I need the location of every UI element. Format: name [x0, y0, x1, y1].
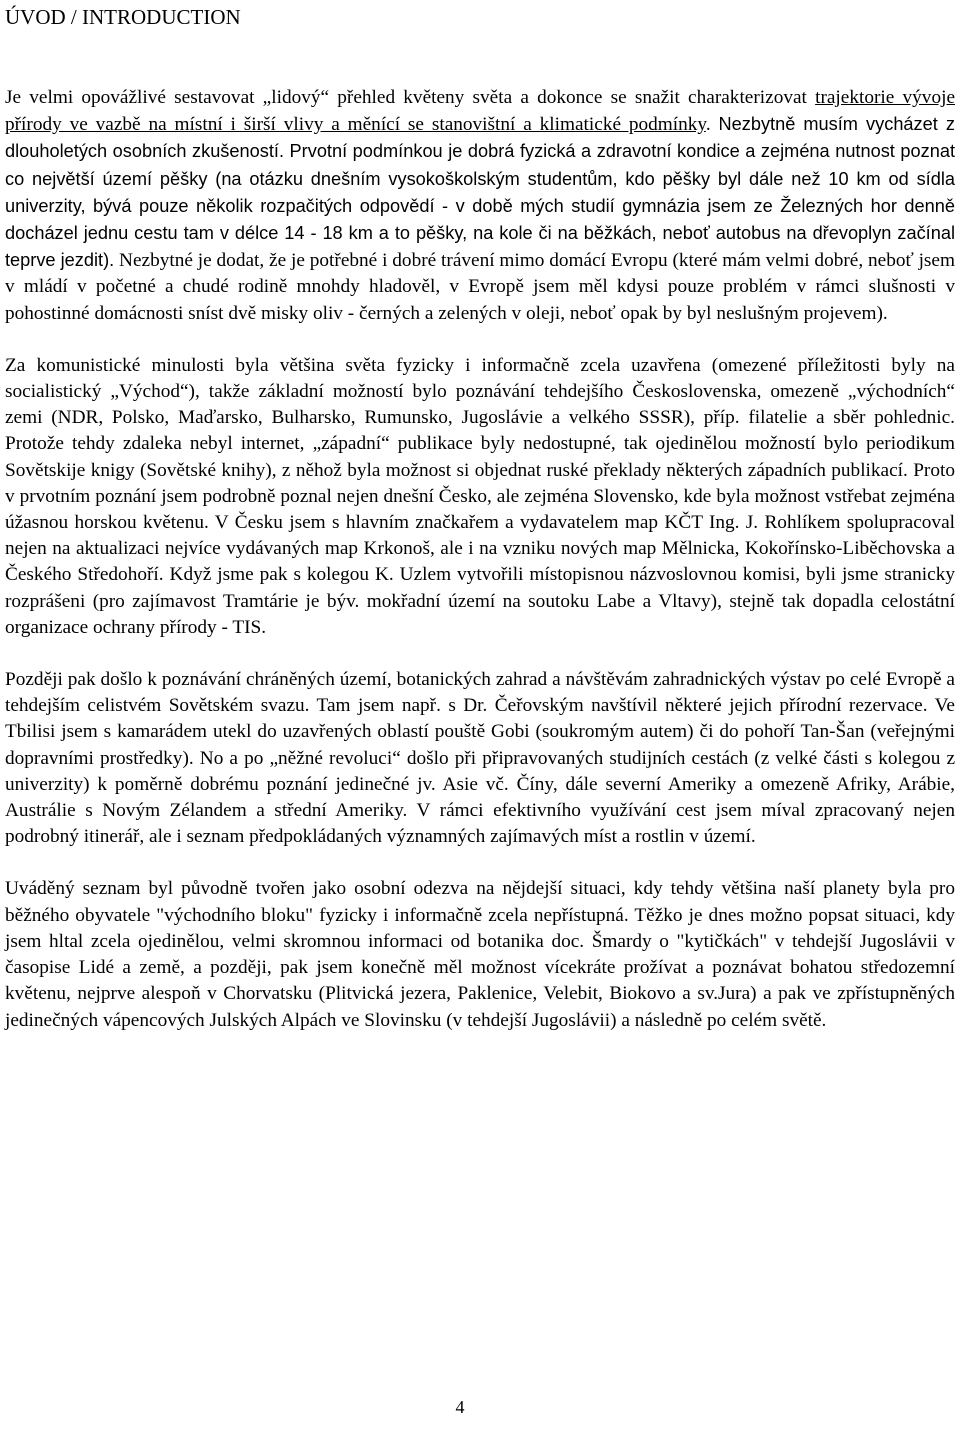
document-body — [5, 85, 955, 1060]
paragraph-1-closing: Nezbytné je dodat, že je potřebné i dobré trávení mimo domácí Evropu (které mám velmi dobré, neboť jsem v mládí v početné a chudé rodině mnohdy hladověl, v Evropě jsem měl kdysi pouze problém v rámci slušnosti v pohostinné domácnosti sníst dvě misky oliv - černých a zelených v oleji, neboť opak by byl neslušným projevem). — [5, 250, 955, 324]
page-title: ÚVOD / INTRODUCTION — [5, 5, 241, 29]
paragraph-1-opening: Je velmi opovážlivé sestavovat „lidový“ přehled květeny světa a dokonce se snažit charakterizovat — [5, 87, 816, 108]
paragraph-1 — [5, 85, 955, 327]
paragraph-4: Uváděný seznam byl původně tvořen jako osobní odezva na nějdejší situaci, kdy tehdy většina naší planety byla pro běžného obyvatele "východního bloku" fyzicky i informačně zcela nepřístupná. Těžko je dnes možno popsat situaci, kdy jsem hltal zcela ojedinělou, velmi skromnou informaci od botanika doc. Šmardy o "kytičkách" v tehdejší Jugoslávii v časopise Lidé a země, a později, pak jsem konečně měl možnost vícekráte prožívat a poznávat bohatou středozemní květenu, nejprve alespoň v Chorvatsku (Plitvická jezera, Paklenice, Velebit, Biokovo a sv.Jura) a pak ve zpřístupněných jedinečných vápencových Julských Alpách ve Slovinsku (v tehdejší Jugoslávii) a následně po celém světě. — [5, 878, 955, 1031]
page-number: 4 — [455, 1397, 465, 1417]
paragraph-2: Za komunistické minulosti byla většina světa fyzicky i informačně zcela uzavřena (omezené příležitosti byly na socialistický „Východ“), takže základní možností bylo poznávání tehdejšího Československa, omezeně „východních“ zemi (NDR, Polsko, Maďarsko, Bulharsko, Rumunsko, Jugoslávie a velkého SSSR), příp. filatelie a sběr pohlednic. Protože tehdy zdaleka nebyl internet, „západní“ publikace byly nedostupné, tak ojedinělou možností bylo periodikum Sovětskije knigy (Sovětské knihy), z něhož byla možnost si objednat ruské překlady některých západních publikací. Proto v prvotním poznání jsem podrobně poznal nejen dnešní Česko, ale zejména Slovensko, kde byla možnost vstřebat zejména úžasnou horskou květenu. V Česku jsem s hlavním značkařem a vydavatelem map KČT Ing. J. Rohlíkem spolupracoval nejen na aktualizaci nejvíce vydávaných map Krkonoš, ale i na vzniku nových map Mělnicka, Kokořínsko-Liběchovska a Českého Středohoří. Když jsme pak s kolegou K. Uzlem vytvořili místopisnou názvoslovnou komisi, byli jsme stranicky rozprášeni (pro zajímavost Tramtárie je býv. mokřadní území na soutoku Labe a Vltavy), stejně tak dopadla celostátní organizace ochrany přírody - TIS. — [5, 354, 955, 638]
paragraph-1-sans-segment: Nezbytně musím vycházet z dlouholetých osobních zkušeností. Prvotní podmínkou je dobrá fyzická a zdravotní kondice a zejména nutnost poznat co největší území pěšky (na otázku dnešním vysokoškolským studentům, kdo pěšky byl dále než 10 km od sídla univerzity, bývá pouze několik rozpačitých odpovědí - v době mých studií gymnázia jsem ze Železných hor denně docházel jednu cestu tam v délce 14 - 18 km a to pěšky, na kole či na běžkách, neboť autobus na dřevoplyn začínal teprve jezdit). — [5, 114, 955, 271]
paragraph-1-period: . — [705, 114, 719, 136]
paragraph-3: Později pak došlo k poznávání chráněných území, botanických zahrad a návštěvám zahradnických výstav po celé Evropě a tehdejším celistvém Sovětském svazu. Tam jsem např. s Dr. Čeřovským navštívil některé jejich přírodní rezervace. Ve Tbilisi jsem s kamarádem utekl do uzavřených oblastí pouště Gobi (soukromým autem) či do pohoří Tan-Šan (veřejnými dopravními prostředky). No a po „něžné revoluci“ došlo při připravovaných studijních cestách (z velké části s kolegou z univerzity) k poměrně dobrému poznání jedinečné jv. Asie vč. Číny, dále severní Ameriky a omezeně Afriky, Arábie, Austrálie s Novým Zélandem a střední Ameriky. V rámci efektivního využívání cest jsem míval zpracovaný nejen podrobný itinerář, ale i seznam předpokládaných významných zajímavých míst a rostlin v území. — [5, 669, 955, 848]
paragraph-1-underlined-text: trajektorie vývoje přírody ve vazbě na místní i širší vlivy a měnící se stanovištní a klimatické podmínky — [5, 87, 955, 136]
